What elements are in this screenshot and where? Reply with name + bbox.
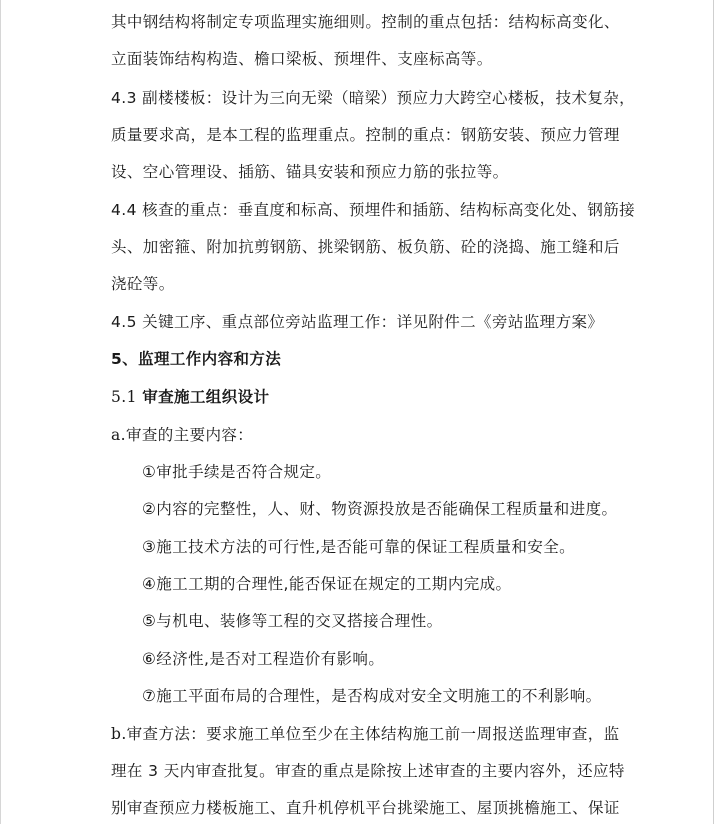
- list-item: ④施工工期的合理性,能否保证在规定的工期内完成。: [142, 575, 512, 593]
- item-b: [111, 724, 620, 744]
- paragraph-line: 立面装饰结构构造、檐口梁板、预埋件、支座标高等。: [111, 50, 493, 68]
- paragraph-line: 别审查预应力楼板施工、直升机停机平台挑梁施工、屋顶挑檐施工、保证: [111, 799, 620, 817]
- subsection-heading-5-1: [111, 387, 269, 407]
- section-heading-5: 5、监理工作内容和方法: [111, 350, 282, 368]
- paragraph-line: 4.3 副楼楼板：设计为三向无梁（暗梁）预应力大跨空心楼板，技术复杂，: [111, 89, 636, 107]
- list-item: ⑥经济性,是否对工程造价有影响。: [142, 650, 385, 668]
- list-item: ②内容的完整性，人、财、物资源投放是否能确保工程质量和进度。: [142, 500, 618, 518]
- paragraph-line: 4.4 核查的重点：垂直度和标高、预埋件和插筋、结构标高变化处、钢筋接: [111, 201, 636, 219]
- item-a-text: 审查的主要内容：: [125, 426, 254, 444]
- paragraph-line: 质量要求高，是本工程的监理重点。控制的重点：钢筋安装、预应力管理: [111, 126, 620, 144]
- item-b-marker: b.: [111, 725, 127, 743]
- paragraph-line: 设、空心管理设、插筋、锚具安装和预应力筋的张拉等。: [111, 163, 509, 181]
- subsection-title: 审查施工组织设计: [142, 388, 270, 406]
- item-a-marker: a.: [111, 426, 126, 444]
- paragraph-line: 其中钢结构将制定专项监理实施细则。控制的重点包括：结构标高变化、: [111, 13, 620, 31]
- paragraph-line: 浇砼等。: [111, 275, 175, 293]
- item-a: [111, 425, 253, 445]
- paragraph-line: 头、加密箍、附加抗剪钢筋、挑梁钢筋、板负筋、砼的浇捣、施工缝和后: [111, 238, 620, 256]
- paragraph-line: 4.5 关键工序、重点部位旁站监理工作：详见附件二《旁站监理方案》: [111, 313, 604, 331]
- list-item: ⑤与机电、装修等工程的交叉搭接合理性。: [142, 612, 443, 630]
- paragraph-line: 理在 3 天内审查批复。审查的重点是除按上述审查的主要内容外，还应特: [111, 762, 625, 780]
- list-item: ⑦施工平面布局的合理性，是否构成对安全文明施工的不利影响。: [142, 687, 602, 705]
- list-item: ③施工技术方法的可行性,是否能可靠的保证工程质量和安全。: [142, 538, 576, 556]
- list-item: ①审批手续是否符合规定。: [142, 463, 332, 481]
- subsection-number: 5.1: [111, 388, 137, 406]
- item-b-text: 审查方法：要求施工单位至少在主体结构施工前一周报送监理审查，监: [126, 725, 620, 743]
